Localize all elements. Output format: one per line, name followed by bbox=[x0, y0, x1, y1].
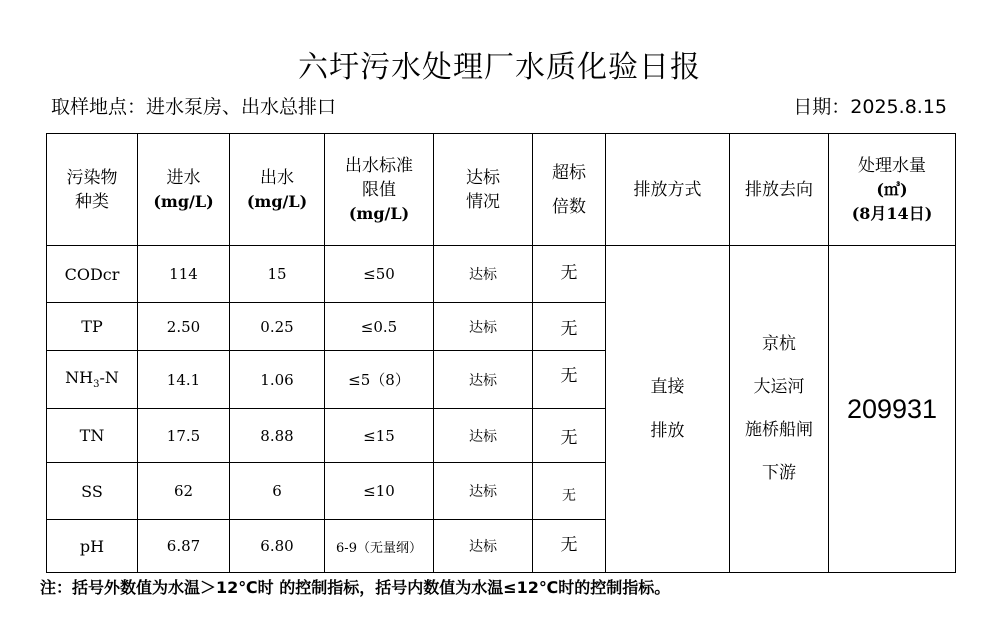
row-limit: ≤10 bbox=[325, 463, 434, 520]
header-limit: 出水标准 限值 (mg/L) bbox=[325, 134, 434, 246]
table-header-row bbox=[47, 134, 956, 246]
row-exceed: 无 bbox=[533, 409, 606, 463]
row-status: 达标 bbox=[434, 409, 533, 463]
row-limit: ≤0.5 bbox=[325, 303, 434, 351]
row-exceed: 无 bbox=[533, 351, 606, 409]
row-inflow: 6.87 bbox=[138, 520, 230, 573]
report-date: 日期：2025.8.15 bbox=[793, 96, 947, 118]
row-pollutant-name: TN bbox=[47, 409, 138, 463]
row-outflow: 6 bbox=[230, 463, 325, 520]
header-status: 达标 情况 bbox=[434, 134, 533, 246]
row-pollutant-name: TP bbox=[47, 303, 138, 351]
row-limit: 6-9（无量纲） bbox=[325, 520, 434, 573]
row-exceed: 无 bbox=[533, 246, 606, 303]
table-row bbox=[47, 246, 956, 303]
row-exceed: 无 bbox=[533, 303, 606, 351]
header-inflow: 进水 (mg/L) bbox=[138, 134, 230, 246]
row-limit: ≤5（8） bbox=[325, 351, 434, 409]
footnote: 注：括号外数值为水温＞12℃时 的控制指标，括号内数值为水温≤12℃时的控制指标。 bbox=[40, 578, 671, 597]
row-outflow: 6.80 bbox=[230, 520, 325, 573]
header-outflow: 出水 (mg/L) bbox=[230, 134, 325, 246]
report-title: 六圩污水处理厂水质化验日报 bbox=[298, 50, 701, 85]
row-inflow: 2.50 bbox=[138, 303, 230, 351]
row-status: 达标 bbox=[434, 463, 533, 520]
row-status: 达标 bbox=[434, 303, 533, 351]
header-discharge-destination: 排放去向 bbox=[730, 134, 829, 246]
water-quality-table bbox=[46, 133, 956, 573]
header-exceed: 超标 倍数 bbox=[533, 134, 606, 246]
row-pollutant-name: CODcr bbox=[47, 246, 138, 303]
row-pollutant-name: pH bbox=[47, 520, 138, 573]
row-status: 达标 bbox=[434, 246, 533, 303]
row-inflow: 62 bbox=[138, 463, 230, 520]
row-pollutant-name: $NH_3-N$ bbox=[47, 351, 138, 409]
row-inflow: 17.5 bbox=[138, 409, 230, 463]
row-pollutant-name: SS bbox=[47, 463, 138, 520]
discharge-method-cell: 直接 排放 bbox=[606, 246, 730, 573]
header-volume: 处理水量 (㎥) (8月14日) bbox=[829, 134, 956, 246]
row-exceed: 无 bbox=[533, 463, 606, 520]
header-discharge-method: 排放方式 bbox=[606, 134, 730, 246]
header-pollutant: 污染物 种类 bbox=[47, 134, 138, 246]
row-outflow: 15 bbox=[230, 246, 325, 303]
row-outflow: 0.25 bbox=[230, 303, 325, 351]
row-outflow: 1.06 bbox=[230, 351, 325, 409]
row-status: 达标 bbox=[434, 520, 533, 573]
row-limit: ≤50 bbox=[325, 246, 434, 303]
sampling-location: 取样地点：进水泵房、出水总排口 bbox=[51, 96, 337, 118]
discharge-destination-cell: 京杭 大运河 施桥船闸 下游 bbox=[730, 246, 829, 573]
row-inflow: 114 bbox=[138, 246, 230, 303]
treated-volume-value: 209931 bbox=[829, 246, 956, 573]
row-outflow: 8.88 bbox=[230, 409, 325, 463]
row-status: 达标 bbox=[434, 351, 533, 409]
row-inflow: 14.1 bbox=[138, 351, 230, 409]
row-limit: ≤15 bbox=[325, 409, 434, 463]
row-exceed: 无 bbox=[533, 520, 606, 573]
